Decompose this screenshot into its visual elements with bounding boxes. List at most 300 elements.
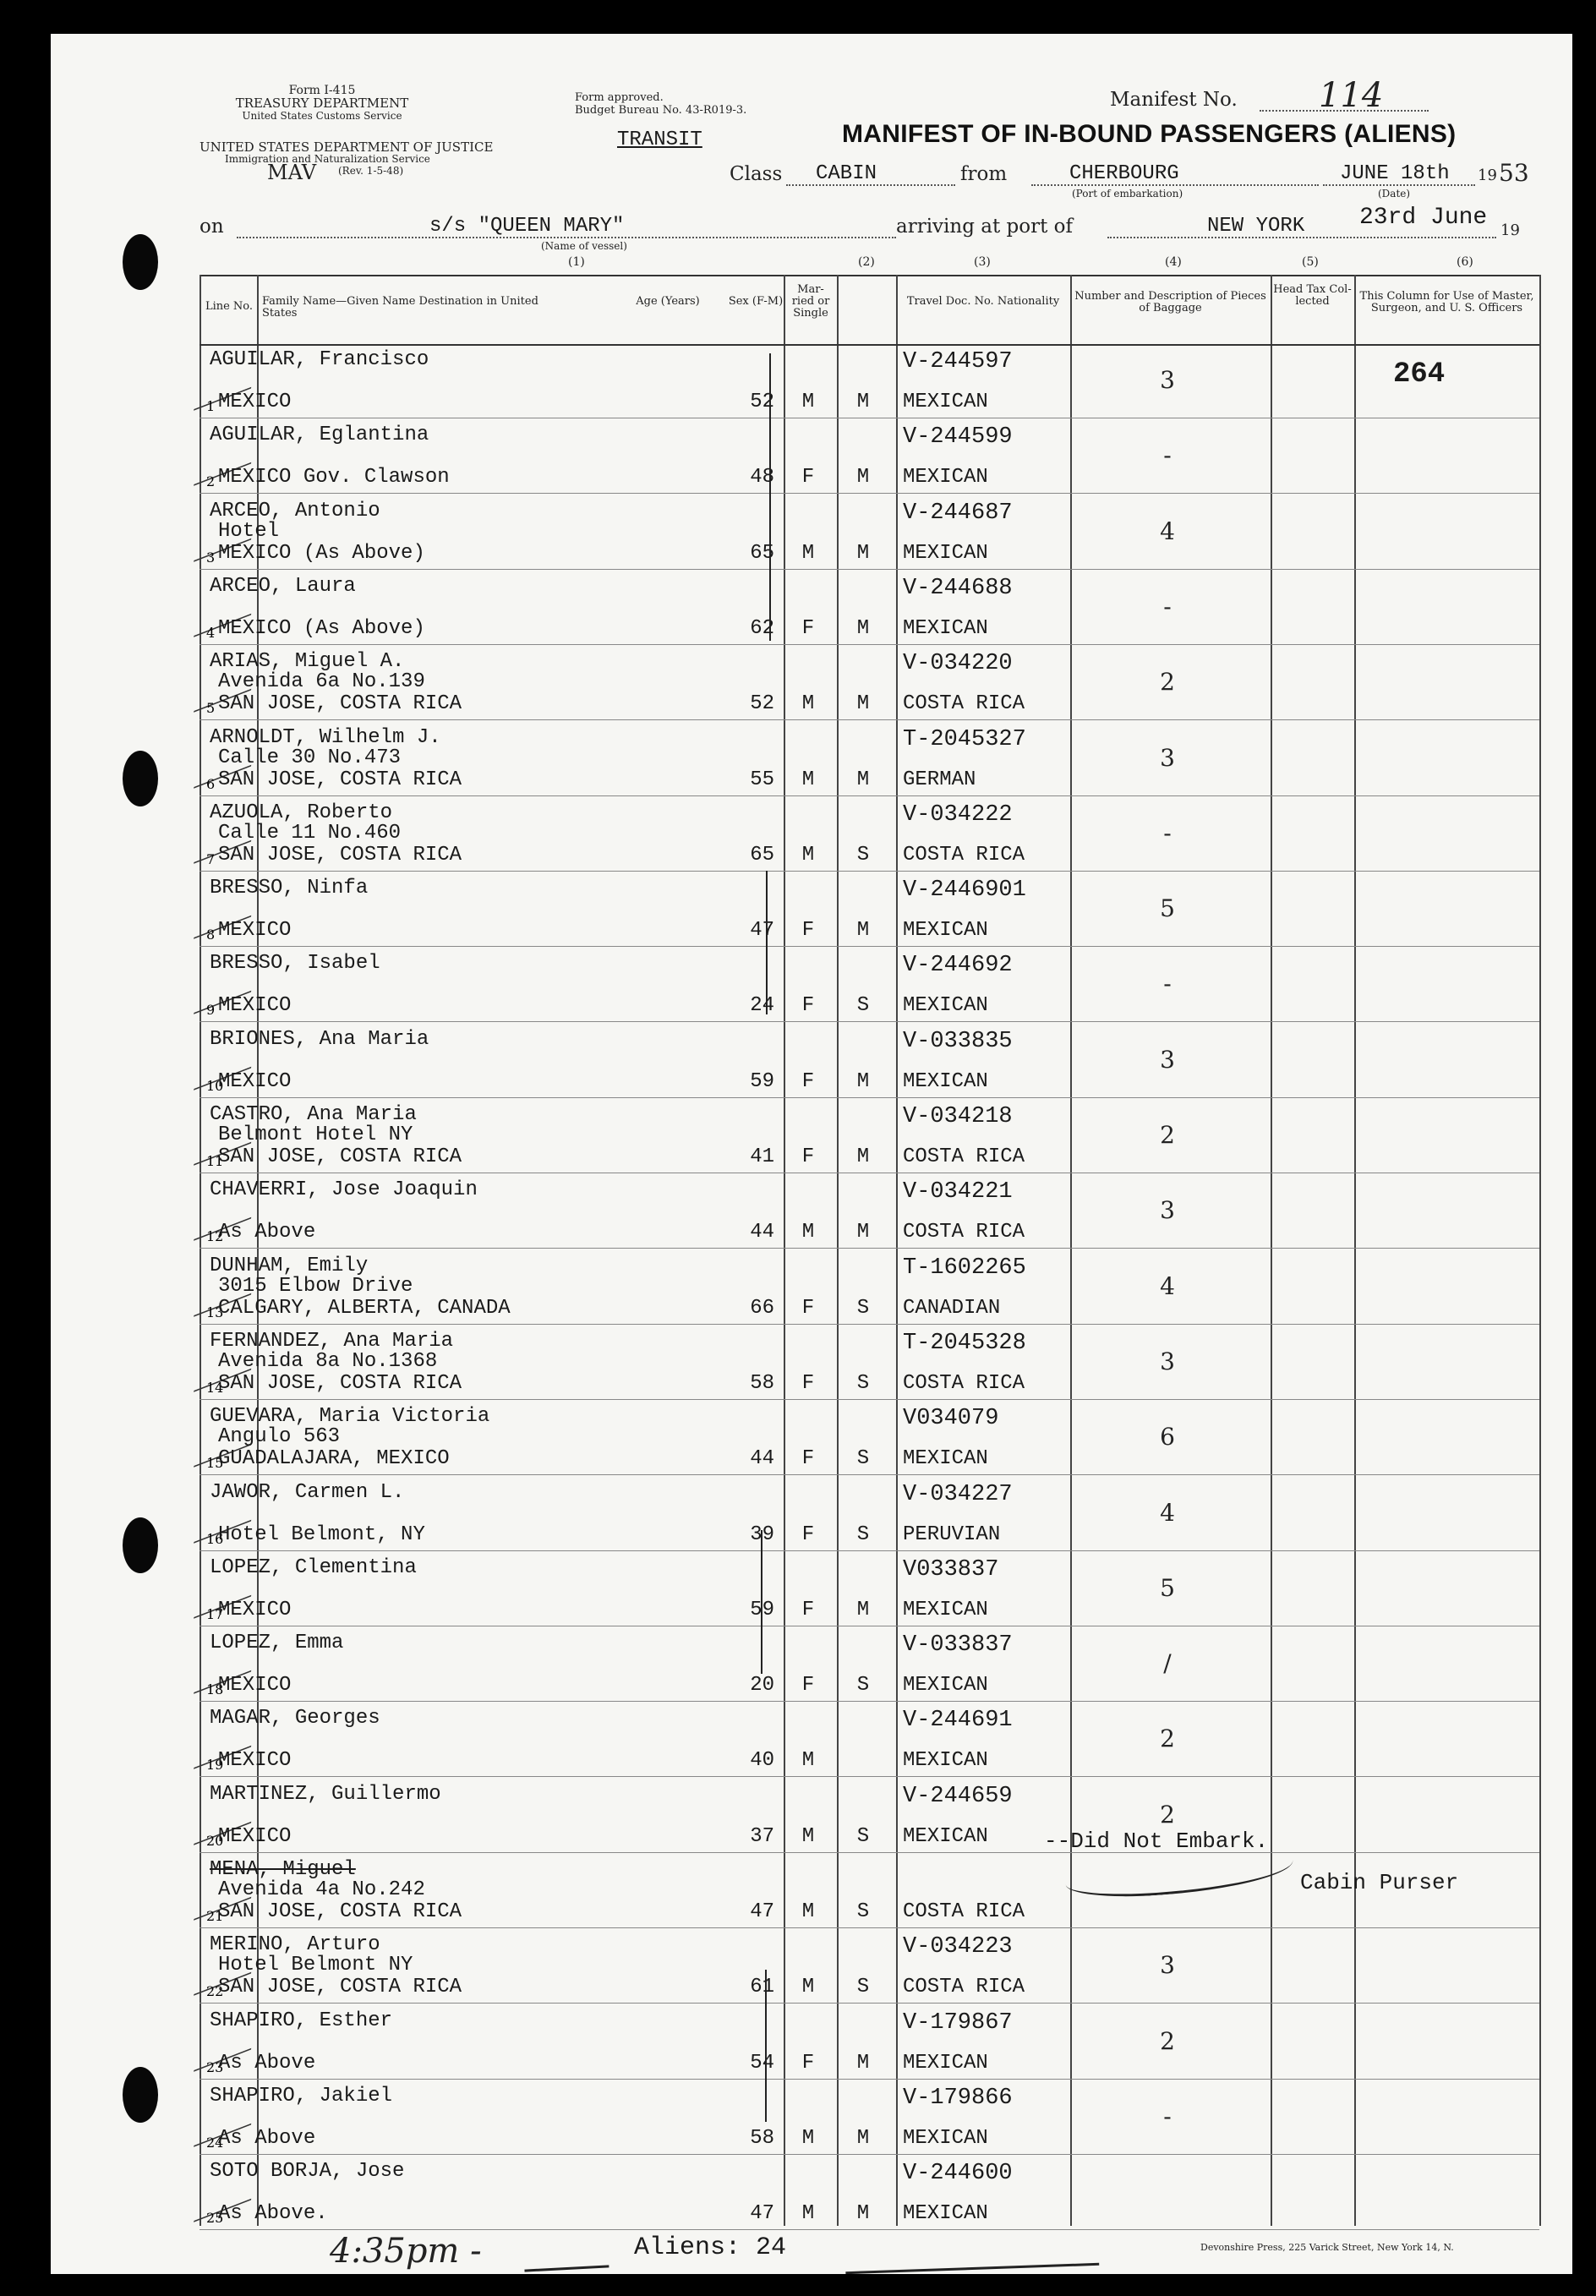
nationality: CANADIAN — [903, 1296, 1001, 1320]
nationality: COSTA RICA — [903, 1371, 1025, 1395]
destination-line-1: Angulo 563 — [218, 1425, 341, 1449]
marital-status: S — [856, 843, 870, 866]
class-value: CABIN — [816, 162, 877, 185]
travel-doc-number: V-2446901 — [903, 877, 1026, 904]
travel-doc-number: V-034223 — [903, 1934, 1013, 1960]
sex: F — [801, 919, 815, 943]
nationality: MEXICAN — [903, 541, 988, 565]
line-number: 13 — [206, 1304, 224, 1320]
line-number: 1 — [206, 398, 216, 414]
passenger-name: JAWOR, Carmen L. — [210, 1480, 405, 1504]
travel-doc-number: V-033837 — [903, 1632, 1013, 1659]
justice-dept: UNITED STATES DEPARTMENT OF JUSTICE — [200, 139, 494, 155]
destination-line-2: CALGARY, ALBERTA, CANADA — [218, 1296, 511, 1320]
age: 48 — [750, 466, 774, 489]
arrival-date: 23rd June — [1359, 205, 1488, 231]
passenger-name: MAGAR, Georges — [210, 1707, 380, 1730]
line-number: 24 — [206, 2134, 224, 2151]
destination-line-1: 3015 Elbow Drive — [218, 1274, 413, 1298]
baggage-count: - — [1163, 592, 1172, 620]
line-number: 9 — [206, 1002, 216, 1019]
punch-hole — [123, 751, 158, 806]
destination-line-2: MEXICO — [218, 994, 292, 1018]
passenger-name: FERNANDEZ, Ana Maria — [210, 1329, 454, 1353]
marital-status: M — [856, 616, 870, 640]
sex: M — [801, 692, 815, 716]
passenger-name: AZUOLA, Roberto — [210, 801, 393, 824]
sex: M — [801, 843, 815, 866]
travel-doc-number: V-244692 — [903, 953, 1013, 979]
nationality: MEXICAN — [903, 994, 988, 1018]
marital-status: S — [856, 1674, 870, 1697]
passenger-name: SHAPIRO, Jakiel — [210, 2084, 393, 2107]
destination-line-2: SAN JOSE, COSTA RICA — [218, 843, 462, 866]
destination-line-2: MEXICO — [218, 391, 292, 413]
travel-doc-number: V-244688 — [903, 575, 1013, 601]
nationality: COSTA RICA — [903, 1145, 1025, 1168]
nationality: COSTA RICA — [903, 1976, 1025, 1999]
sex: F — [801, 1447, 815, 1471]
destination-line-2: MEXICO — [218, 1598, 292, 1621]
baggage-count: 2 — [1160, 1121, 1175, 1149]
travel-doc-number: V-244599 — [903, 424, 1013, 451]
nationality: MEXICAN — [903, 1069, 988, 1093]
travel-doc-number: V-034218 — [903, 1104, 1013, 1129]
year-prefix: 19 — [1478, 167, 1497, 184]
form-approved: Form approved. — [575, 91, 664, 104]
arriving-label: arriving at port of — [896, 216, 1073, 238]
baggage-count: 4 — [1160, 1498, 1175, 1527]
destination-line-2: Hotel Belmont, NY — [218, 1522, 425, 1546]
header-name: Family Name—Given Name Destination in United States — [262, 295, 538, 320]
destination-line-2: SAN JOSE, COSTA RICA — [218, 1145, 462, 1168]
baggage-count: 3 — [1160, 1045, 1175, 1074]
table-row — [200, 1252, 1539, 1325]
passenger-name: AGUILAR, Francisco — [210, 348, 429, 371]
treasury-dept: TREASURY DEPARTMENT — [235, 96, 409, 111]
header-sex: Sex (F-M) — [728, 295, 784, 308]
col-num-1: (1) — [568, 255, 585, 269]
line-number: 22 — [206, 1983, 224, 2000]
age: 44 — [750, 1221, 774, 1244]
marital-status: M — [856, 692, 870, 716]
nationality: MEXICAN — [903, 2126, 988, 2150]
sex: M — [801, 1900, 815, 1923]
passenger-name: AGUILAR, Eglantina — [210, 424, 429, 447]
travel-doc-number: V-034222 — [903, 801, 1013, 828]
destination-line-2: GUADALAJARA, MEXICO — [218, 1447, 450, 1471]
travel-doc-number: T-1602265 — [903, 1255, 1026, 1281]
table-row — [200, 874, 1539, 947]
table-row — [200, 1780, 1539, 1853]
table-row — [200, 1101, 1539, 1173]
punch-hole — [123, 1517, 158, 1573]
sex: F — [801, 1522, 815, 1546]
header-married: Mar- ried or Single — [791, 283, 830, 320]
ins-service: Immigration and Naturalization Service — [225, 153, 430, 165]
destination-line-2: As Above. — [218, 2202, 328, 2226]
table-row — [200, 421, 1539, 494]
line-number: 16 — [206, 1530, 224, 1547]
age: 47 — [750, 919, 774, 943]
line-number: 7 — [206, 850, 216, 867]
passenger-name: CHAVERRI, Jose Joaquin — [210, 1178, 478, 1202]
destination-line-2: As Above — [218, 2126, 316, 2150]
line-number: 21 — [206, 1908, 224, 1924]
marital-status: S — [856, 1824, 870, 1848]
destination-line-1: Avenida 6a No.139 — [218, 670, 425, 694]
transit-stamp: TRANSIT — [617, 128, 702, 151]
customs-service: United States Customs Service — [242, 110, 402, 122]
destination-line-2: SAN JOSE, COSTA RICA — [218, 768, 462, 791]
table-row — [200, 1629, 1539, 1702]
date-value: JUNE 18th — [1340, 162, 1450, 185]
travel-doc-number: V-244691 — [903, 1708, 1013, 1734]
punch-hole — [123, 2067, 158, 2123]
nationality: COSTA RICA — [903, 692, 1025, 716]
line-number: 3 — [206, 549, 216, 566]
sex: M — [801, 1749, 815, 1773]
marital-status: M — [856, 2202, 870, 2226]
age: 54 — [750, 2051, 774, 2075]
age: 47 — [750, 2202, 774, 2226]
age: 58 — [750, 2126, 774, 2150]
passenger-name: DUNHAM, Emily — [210, 1254, 369, 1277]
destination-line-2: SAN JOSE, COSTA RICA — [218, 692, 462, 716]
age: 61 — [750, 1976, 774, 1999]
age: 40 — [750, 1749, 774, 1773]
col-num-3: (3) — [974, 255, 991, 269]
destination-line-2: MEXICO (As Above) — [218, 616, 425, 640]
line-number: 6 — [206, 775, 216, 792]
footer-time-note: 4:35pm - — [330, 2232, 482, 2271]
nationality: MEXICAN — [903, 466, 988, 489]
travel-doc-number: T-2045327 — [903, 726, 1026, 752]
destination-line-1: Hotel — [218, 519, 280, 543]
line-number: 20 — [206, 1832, 224, 1849]
line-number: 18 — [206, 1681, 224, 1698]
table-row — [200, 799, 1539, 872]
manifest-no-label: Manifest No. — [1110, 89, 1238, 111]
passenger-name: BRIONES, Ana Maria — [210, 1027, 429, 1051]
age: 24 — [750, 994, 774, 1018]
sex: F — [801, 2051, 815, 2075]
col-num-6: (6) — [1457, 255, 1473, 269]
table-row — [200, 2007, 1539, 2080]
destination-line-1: Calle 30 No.473 — [218, 746, 402, 769]
age: 62 — [750, 616, 774, 640]
travel-doc-number: V-179866 — [903, 2085, 1013, 2111]
passenger-name: GUEVARA, Maria Victoria — [210, 1405, 490, 1429]
marital-status: S — [856, 1522, 870, 1546]
nationality: COSTA RICA — [903, 843, 1025, 866]
age: 65 — [750, 843, 774, 866]
travel-doc-number: V-244597 — [903, 349, 1013, 374]
nationality: MEXICAN — [903, 1824, 988, 1848]
table-row — [200, 572, 1539, 645]
travel-doc-number: V-179867 — [903, 2009, 1013, 2036]
baggage-count: 3 — [1160, 743, 1175, 772]
marital-status: M — [856, 919, 870, 943]
line-number: 19 — [206, 1757, 224, 1774]
col-num-2: (2) — [858, 255, 875, 269]
line-number: 4 — [206, 624, 216, 641]
table-row — [200, 2082, 1539, 2155]
signature-scribble — [524, 2250, 609, 2271]
marital-status: S — [856, 994, 870, 1018]
table-row — [200, 1704, 1539, 1777]
marital-status: M — [856, 1145, 870, 1168]
manifest-page — [51, 34, 1572, 2274]
age: 58 — [750, 1371, 774, 1395]
printer-credit: Devonshire Press, 225 Varick Street, New York 14, N. — [1200, 2242, 1454, 2253]
date-caption: (Date) — [1378, 188, 1411, 200]
destination-line-2: MEXICO (As Above) — [218, 541, 425, 565]
age: 59 — [750, 1598, 774, 1621]
line-number: 12 — [206, 1228, 224, 1245]
manifest-number: 114 — [1319, 76, 1384, 115]
destination-line-2: MEXICO Gov. Clawson — [218, 466, 450, 489]
marital-status: M — [856, 391, 870, 413]
sex: M — [801, 768, 815, 791]
nationality: MEXICAN — [903, 616, 988, 640]
nationality: MEXICAN — [903, 2202, 988, 2226]
line-number: 2 — [206, 473, 216, 490]
sex: F — [801, 1598, 815, 1621]
table-row — [200, 497, 1539, 570]
sex: M — [801, 391, 815, 413]
table-row — [200, 1025, 1539, 1098]
destination-line-2: SAN JOSE, COSTA RICA — [218, 1900, 462, 1923]
travel-doc-number: V-033835 — [903, 1028, 1013, 1054]
travel-doc-number: V-244659 — [903, 1783, 1013, 1809]
sex: F — [801, 1069, 815, 1093]
destination-line-1: Avenida 8a No.1368 — [218, 1349, 438, 1373]
line-number: 8 — [206, 927, 216, 943]
passenger-name: MARTINEZ, Guillermo — [210, 1782, 441, 1806]
nationality: MEXICAN — [903, 1447, 988, 1471]
travel-doc-number: T-2045328 — [903, 1330, 1026, 1356]
passenger-name: ARIAS, Miguel A. — [210, 650, 405, 674]
line-number: 10 — [206, 1077, 224, 1094]
destination-line-2: MEXICO — [218, 1069, 292, 1093]
sex: F — [801, 1674, 815, 1697]
marital-status: M — [856, 1221, 870, 1244]
sex: M — [801, 2126, 815, 2150]
line-number: 5 — [206, 700, 216, 717]
nationality: COSTA RICA — [903, 1900, 1025, 1923]
travel-doc-number: V-034227 — [903, 1481, 1013, 1507]
class-label: Class — [730, 163, 783, 185]
sex: F — [801, 616, 815, 640]
sex: F — [801, 466, 815, 489]
passenger-name: BRESSO, Ninfa — [210, 877, 369, 900]
sex: F — [801, 1371, 815, 1395]
passenger-name: LOPEZ, Clementina — [210, 1555, 417, 1579]
line-number: 25 — [206, 2210, 224, 2227]
age: 41 — [750, 1145, 774, 1168]
age: 44 — [750, 1447, 774, 1471]
baggage-count: 3 — [1160, 1196, 1175, 1225]
sex: F — [801, 994, 815, 1018]
nationality: GERMAN — [903, 768, 976, 791]
age: 20 — [750, 1674, 774, 1697]
arrival-year: 19 — [1500, 221, 1520, 239]
passenger-name: CASTRO, Ana Maria — [210, 1103, 417, 1126]
table-row — [200, 1479, 1539, 1551]
passenger-name: BRESSO, Isabel — [210, 952, 380, 976]
table-row — [200, 1554, 1539, 1626]
sex: M — [801, 541, 815, 565]
destination-line-1: Calle 11 No.460 — [218, 821, 402, 845]
marital-status: S — [856, 1447, 870, 1471]
manifest-title: MANIFEST OF IN-BOUND PASSENGERS (ALIENS) — [842, 120, 1457, 148]
header-travel-doc: Travel Doc. No. Nationality — [906, 295, 1060, 308]
nationality: MEXICAN — [903, 1598, 988, 1621]
travel-doc-number: V-034221 — [903, 1179, 1013, 1205]
passenger-name: SOTO BORJA, Jose — [210, 2160, 405, 2184]
marital-status: M — [856, 2126, 870, 2150]
aliens-count: Aliens: 24 — [634, 2233, 787, 2262]
baggage-count: 2 — [1160, 668, 1175, 697]
form-revision: (Rev. 1-5-48) — [338, 165, 404, 177]
travel-doc-number: V-034220 — [903, 651, 1013, 677]
mav-mark: MAV — [267, 161, 317, 184]
baggage-count: - — [1163, 818, 1172, 847]
port-value: NEW YORK — [1207, 215, 1305, 238]
table-row — [200, 724, 1539, 796]
marital-status: M — [856, 768, 870, 791]
destination-line-2: MEXICO — [218, 1674, 292, 1697]
line-number: 15 — [206, 1455, 224, 1472]
baggage-count: 3 — [1160, 1951, 1175, 1980]
form-header — [200, 85, 445, 123]
travel-doc-number: V-244600 — [903, 2161, 1013, 2187]
nationality: MEXICAN — [903, 919, 988, 943]
col-num-5: (5) — [1302, 255, 1319, 269]
age: 47 — [750, 1900, 774, 1923]
header-line: Line No. — [205, 300, 254, 313]
destination-line-1: Avenida 4a No.242 — [218, 1878, 425, 1901]
age: 52 — [750, 692, 774, 716]
line-number: 17 — [206, 1605, 224, 1622]
sex: F — [801, 1296, 815, 1320]
baggage-count: 5 — [1160, 894, 1175, 923]
did-not-embark-note: --Did Not Embark. — [1044, 1829, 1269, 1854]
on-label: on — [200, 216, 224, 238]
destination-line-2: SAN JOSE, COSTA RICA — [218, 1371, 462, 1395]
table-row — [200, 2157, 1539, 2230]
from-label: from — [960, 163, 1008, 185]
officer-signature — [845, 2249, 1100, 2274]
marital-status: S — [856, 1900, 870, 1923]
baggage-count: - — [1163, 970, 1172, 998]
age: 37 — [750, 1824, 774, 1848]
line-number: 23 — [206, 2058, 224, 2075]
destination-line-2: MEXICO — [218, 1749, 292, 1773]
nationality: PERUVIAN — [903, 1522, 1001, 1546]
passenger-name: LOPEZ, Emma — [210, 1632, 344, 1655]
nationality: MEXICAN — [903, 391, 988, 413]
baggage-count: - — [1163, 2102, 1172, 2130]
passenger-name: ARCEO, Laura — [210, 574, 356, 598]
age: 59 — [750, 1069, 774, 1093]
cabin-purser: Cabin Purser — [1300, 1870, 1459, 1895]
travel-doc-number: V-244687 — [903, 500, 1013, 526]
passenger-name: MERINO, Arturo — [210, 1933, 380, 1957]
marital-status: M — [856, 2051, 870, 2075]
header-tax: Head Tax Col- lected — [1273, 283, 1352, 308]
nationality: COSTA RICA — [903, 1221, 1025, 1244]
vessel-name: s/s "QUEEN MARY" — [429, 215, 625, 238]
table-row — [200, 1327, 1539, 1400]
age: 55 — [750, 768, 774, 791]
destination-line-2: SAN JOSE, COSTA RICA — [218, 1976, 462, 1999]
sex: M — [801, 2202, 815, 2226]
header-baggage: Number and Description of Pieces of Baggage — [1074, 290, 1266, 314]
baggage-count: 6 — [1160, 1423, 1175, 1451]
travel-doc-number: V034079 — [903, 1406, 999, 1432]
header-age: Age (Years) — [636, 295, 700, 308]
from-caption: (Port of embarkation) — [1072, 188, 1183, 200]
baggage-count: 4 — [1160, 1271, 1175, 1300]
table-row — [200, 648, 1539, 720]
table-row — [200, 949, 1539, 1022]
vessel-caption: (Name of vessel) — [541, 240, 627, 252]
age: 52 — [750, 391, 774, 413]
marital-status: S — [856, 1976, 870, 1999]
table-row — [200, 1931, 1539, 2004]
destination-line-1: Belmont Hotel NY — [218, 1123, 413, 1146]
travel-doc-number: V033837 — [903, 1556, 999, 1583]
table-row — [200, 1402, 1539, 1475]
marital-status: M — [856, 1069, 870, 1093]
nationality: MEXICAN — [903, 1674, 988, 1697]
marital-status: M — [856, 1598, 870, 1621]
baggage-count: 2 — [1160, 2026, 1175, 2055]
sex: M — [801, 1221, 815, 1244]
from-value: CHERBOURG — [1069, 162, 1179, 185]
passenger-name: SHAPIRO, Esther — [210, 2009, 393, 2032]
baggage-count: 5 — [1160, 1573, 1175, 1602]
punch-hole — [123, 234, 158, 290]
baggage-count: 2 — [1160, 1800, 1175, 1829]
budget-bureau: Budget Bureau No. 43-R019-3. — [575, 104, 747, 117]
table-row — [200, 1176, 1539, 1249]
passenger-name: ARNOLDT, Wilhelm J. — [210, 725, 441, 749]
destination-line-2: MEXICO — [218, 1824, 292, 1848]
baggage-count: 3 — [1160, 1347, 1175, 1375]
baggage-count: 2 — [1160, 1725, 1175, 1753]
marital-status: M — [856, 541, 870, 565]
destination-line-1: Hotel Belmont NY — [218, 1954, 413, 1977]
marital-status: M — [856, 466, 870, 489]
age: 39 — [750, 1522, 774, 1546]
age: 66 — [750, 1296, 774, 1320]
line-number: 11 — [206, 1153, 224, 1169]
passenger-name: ARCEO, Antonio — [210, 499, 380, 522]
destination-line-2: MEXICO — [218, 919, 292, 943]
marital-status: S — [856, 1371, 870, 1395]
marital-status: S — [856, 1296, 870, 1320]
officer-count: 264 — [1393, 358, 1446, 391]
sex: F — [801, 1145, 815, 1168]
baggage-count: - — [1163, 441, 1172, 470]
form-number: Form I-415 — [288, 84, 356, 97]
header-officers: This Column for Use of Master, Surgeon, and U. S. Officers — [1359, 290, 1534, 314]
destination-line-2: As Above — [218, 1221, 316, 1244]
sex: M — [801, 1824, 815, 1848]
